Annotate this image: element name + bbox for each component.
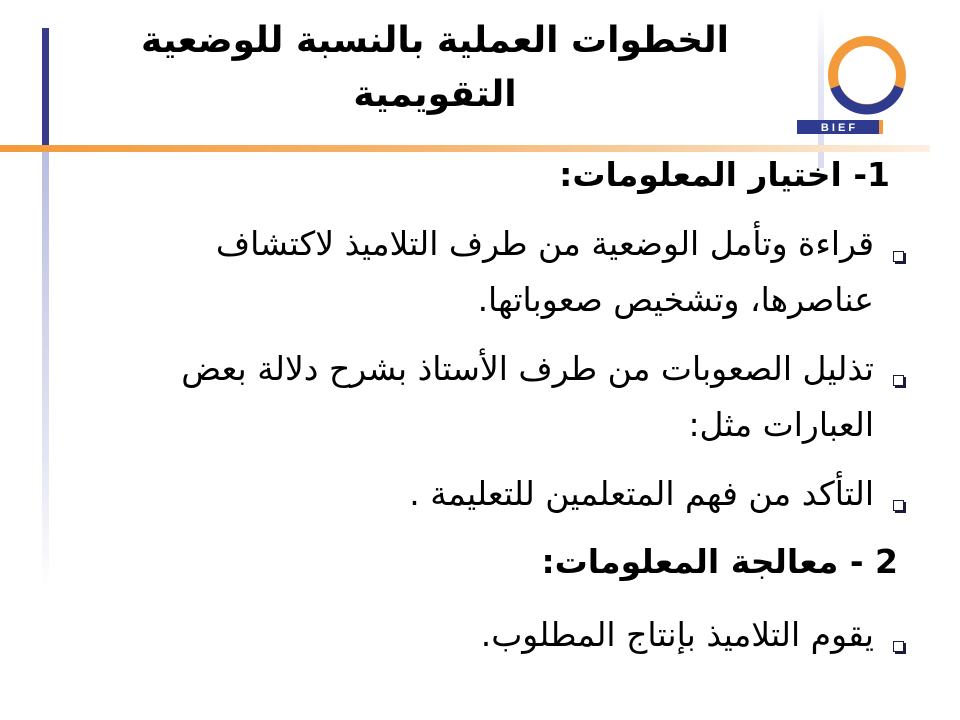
bief-logo (795, 30, 930, 140)
section-heading-1: 1- اختيار المعلومات: (559, 155, 890, 194)
square-bullet-icon (893, 375, 904, 386)
left-accent-bar-fade (42, 148, 49, 588)
bullet-text: قراءة وتأمل الوضعية من طرف التلاميذ لاكتشاف عناصرها، وتشخيص صعوباتها. (215, 224, 874, 319)
logo-text: B I E F (820, 122, 856, 134)
section-heading-2: 2 - معالجة المعلومات: (541, 542, 898, 581)
title-divider (0, 145, 930, 152)
bullet-text: يقوم التلاميذ بإنتاج المطلوب. (480, 615, 874, 654)
left-accent-bar (42, 28, 49, 148)
square-bullet-icon (893, 500, 904, 511)
square-bullet-icon (893, 251, 904, 262)
square-bullet-icon (893, 641, 904, 652)
bullet-text: التأكد من فهم المتعلمين للتعليمة . (409, 474, 874, 513)
bullet-text: تذليل الصعوبات من طرف الأستاذ بشرح دلالة بعض العبارات مثل: (181, 349, 874, 444)
bief-logo-icon (795, 30, 930, 140)
slide-title: الخطوات العملية بالنسبة للوضعية التقويمية (141, 20, 729, 115)
